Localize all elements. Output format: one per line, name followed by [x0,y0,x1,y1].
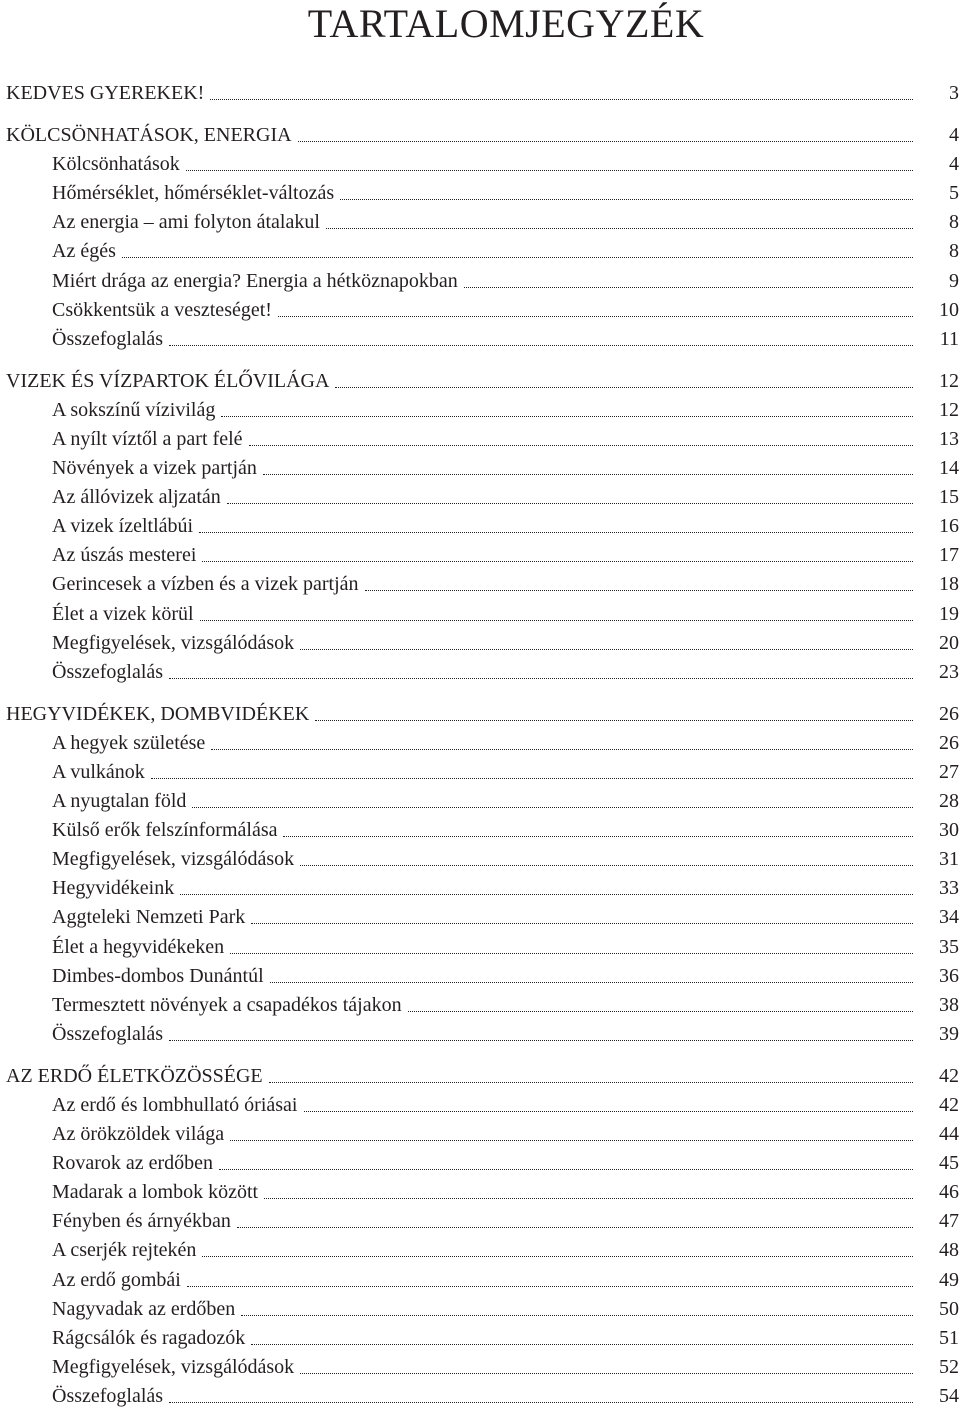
toc-entry-label: Megfigyelések, vizsgálódások [52,1356,295,1378]
dot-leader [269,1082,913,1083]
toc-entry-label: Gerincesek a vízben és a vizek partján [52,573,359,595]
toc-page-number: 5 [949,182,959,204]
toc-entry-label: Az örökzöldek világa [52,1123,225,1145]
toc-section-entry[interactable] [6,1060,960,1089]
toc-page-number: 8 [949,211,959,233]
dot-leader [300,865,913,866]
toc-entry-label: Aggteleki Nemzeti Park [52,906,246,928]
dot-leader [251,923,913,924]
toc-page-number: 17 [939,544,959,566]
page-title: TARTALOMJEGYZÉK [307,1,705,46]
toc-page-number: 49 [939,1269,959,1291]
toc-entry-label: Összefoglalás [52,661,164,683]
toc-entry[interactable] [52,1147,960,1176]
toc-page-number: 11 [939,328,959,350]
toc-entry[interactable] [52,843,960,872]
toc-entry[interactable] [52,452,960,481]
toc-entry-label: Dimbes-dombos Dunántúl [52,965,264,987]
toc-entry-label: Az erdő és lombhullató óriásai [52,1094,298,1116]
dot-leader [199,532,913,533]
toc-page-number: 9 [949,270,959,292]
dot-leader [219,1169,913,1170]
toc-page-number: 4 [949,124,959,146]
toc-entry-label: A cserjék rejtekén [52,1239,197,1261]
toc-page-number: 48 [939,1239,959,1261]
dot-leader [408,1011,913,1012]
toc-entry-label: Megfigyelések, vizsgálódások [52,632,295,654]
dot-leader [200,620,913,621]
toc-entry[interactable] [52,568,960,597]
dot-leader [210,99,913,100]
toc-entry-label: Megfigyelések, vizsgálódások [52,848,295,870]
dot-leader [315,720,913,721]
toc-entry[interactable] [52,814,960,843]
toc-entry[interactable] [52,1176,960,1205]
toc-page-number: 30 [939,819,959,841]
toc-entry[interactable] [52,598,960,627]
toc-entry[interactable] [52,1089,960,1118]
toc-entry-label: Hőmérséklet, hőmérséklet-változás [52,182,335,204]
toc-entry[interactable] [52,627,960,656]
toc-entry[interactable] [52,423,960,452]
toc-entry-label: Csökkentsük a veszteséget! [52,299,272,321]
toc-page-number: 19 [939,603,959,625]
toc-page-number: 44 [939,1123,959,1145]
toc-entry[interactable] [52,756,960,785]
toc-entry[interactable] [52,727,960,756]
toc-page-number: 23 [939,661,959,683]
toc-entry[interactable] [52,539,960,568]
dot-leader [187,1286,913,1287]
toc-entry-label: A nyugtalan föld [52,790,187,812]
toc-entry[interactable] [52,1205,960,1234]
toc-entry[interactable] [52,1234,960,1263]
toc-entry-label: KÖLCSÖNHATÁSOK, ENERGIA [6,124,292,146]
toc-page-number: 35 [939,936,959,958]
dot-leader [227,503,913,504]
dot-leader [283,836,913,837]
dot-leader [230,1140,913,1141]
toc-entry-label: Külső erők felszínformálása [52,819,278,841]
toc-entry[interactable] [52,901,960,930]
dot-leader [251,1344,913,1345]
toc-entry-label: Rágcsálók és ragadozók [52,1327,246,1349]
dot-leader [300,1373,913,1374]
dot-leader [221,416,913,417]
toc-entry-label: A sokszínű vízivilág [52,399,216,421]
dot-leader [340,199,913,200]
toc-entry-label: Összefoglalás [52,1385,164,1407]
toc-page-number: 16 [939,515,959,537]
toc-entry-label: Élet a hegyvidékeken [52,936,225,958]
toc-entry-label: Fényben és árnyékban [52,1210,231,1232]
toc-entry[interactable] [52,989,960,1018]
dot-leader [202,561,913,562]
toc-page-number: 12 [939,399,959,421]
toc-entry-label: Hegyvidékeink [52,877,175,899]
toc-page-number: 52 [939,1356,959,1378]
dot-leader [300,649,913,650]
dot-leader [249,445,914,446]
toc-page-number: 31 [939,848,959,870]
toc-page-number: 26 [939,703,959,725]
toc-entry-label: Miért drága az energia? Energia a hétköznapokban [52,270,458,292]
toc-page-number: 42 [939,1065,959,1087]
toc-page-number: 12 [939,370,959,392]
toc-entry[interactable] [52,872,960,901]
toc-entry[interactable] [52,785,960,814]
toc-page-number: 18 [939,573,959,595]
dot-leader [298,141,913,142]
dot-leader [169,1040,913,1041]
dot-leader [237,1227,913,1228]
toc-page-number: 36 [939,965,959,987]
toc-entry[interactable] [52,265,960,294]
dot-leader [270,982,913,983]
toc-entry[interactable] [52,931,960,960]
toc-page-number: 42 [939,1094,959,1116]
toc-entry-label: HEGYVIDÉKEK, DOMBVIDÉKEK [6,703,310,725]
toc-entry-label: Termesztett növények a csapadékos tájakon [52,994,402,1016]
toc-page-number: 34 [939,906,959,928]
toc-entry-label: Az energia – ami folyton átalakul [52,211,320,233]
toc-entry[interactable] [52,1264,960,1293]
toc-section-entry[interactable] [6,698,960,727]
toc-entry-label: Az égés [52,240,116,262]
toc-page-number: 10 [939,299,959,321]
toc-page-number: 51 [939,1327,959,1349]
dot-leader [304,1111,914,1112]
toc-entry[interactable] [52,235,960,264]
toc-entry-label: A vizek ízeltlábúi [52,515,194,537]
dot-leader [241,1315,913,1316]
toc-page-number: 46 [939,1181,959,1203]
toc-page-number: 3 [949,82,959,104]
dot-leader [263,474,913,475]
toc-page-number: 54 [939,1385,959,1407]
toc-page-number: 8 [949,240,959,262]
toc-entry-label: A vulkánok [52,761,145,783]
dot-leader [264,1198,913,1199]
dot-leader [365,590,913,591]
toc-page-number: 39 [939,1023,959,1045]
toc-entry-label: Az úszás mesterei [52,544,197,566]
toc-page-number: 15 [939,486,959,508]
toc-entry[interactable] [52,177,960,206]
toc-entry-label: Az állóvizek aljzatán [52,486,221,508]
toc-entry-label: Összefoglalás [52,328,164,350]
toc-entry[interactable] [52,1118,960,1147]
dot-leader [211,749,913,750]
dot-leader [278,316,913,317]
toc-entry-label: Madarak a lombok között [52,1181,259,1203]
toc-page-number: 14 [939,457,959,479]
dot-leader [335,387,913,388]
toc-section-entry[interactable] [6,365,960,394]
toc-entry-label: Kölcsönhatások [52,153,180,175]
toc-page-number: 13 [939,428,959,450]
toc-entry-label: A hegyek születése [52,732,206,754]
toc-section-entry[interactable] [6,119,960,148]
toc-page-number: 27 [939,761,959,783]
toc-page-number: 50 [939,1298,959,1320]
dot-leader [169,345,913,346]
toc-entry-label: KEDVES GYEREKEK! [6,82,205,104]
toc-page-number: 45 [939,1152,959,1174]
toc-entry[interactable] [52,1018,960,1047]
toc-page-number: 47 [939,1210,959,1232]
toc-entry[interactable] [52,1380,960,1409]
dot-leader [202,1256,913,1257]
toc-entry[interactable] [52,294,960,323]
toc-entry[interactable] [52,960,960,989]
toc-page-number: 26 [939,732,959,754]
toc-page-number: 4 [949,153,959,175]
toc-entry-label: AZ ERDŐ ÉLETKÖZÖSSÉGE [6,1065,263,1087]
toc-entry[interactable] [52,323,960,352]
toc-page-number: 28 [939,790,959,812]
toc-entry[interactable] [52,1351,960,1380]
toc-page-number: 20 [939,632,959,654]
dot-leader [230,953,913,954]
dot-leader [180,894,913,895]
dot-leader [122,257,913,258]
dot-leader [464,287,913,288]
dot-leader [169,678,913,679]
toc-entry-label: Rovarok az erdőben [52,1152,214,1174]
toc-entry[interactable] [52,656,960,685]
toc-entry[interactable] [52,510,960,539]
dot-leader [169,1402,913,1403]
toc-entry[interactable] [52,1293,960,1322]
toc-entry-label: Nagyvadak az erdőben [52,1298,236,1320]
toc-entry-label: A nyílt víztől a part felé [52,428,243,450]
toc-section-entry[interactable] [6,77,960,106]
toc-entry[interactable] [52,148,960,177]
dot-leader [326,228,913,229]
toc-entry[interactable] [52,206,960,235]
toc-entry[interactable] [52,481,960,510]
toc-page-number: 38 [939,994,959,1016]
toc-entry-label: VIZEK ÉS VÍZPARTOK ÉLŐVILÁGA [6,370,330,392]
toc-entry[interactable] [52,394,960,423]
dot-leader [151,778,913,779]
toc-entry-label: Az erdő gombái [52,1269,181,1291]
dot-leader [192,807,913,808]
toc-entry[interactable] [52,1322,960,1351]
toc-entry-label: Növények a vizek partján [52,457,257,479]
toc-page-number: 33 [939,877,959,899]
toc-entry-label: Élet a vizek körül [52,603,194,625]
toc-entry-label: Összefoglalás [52,1023,164,1045]
dot-leader [186,170,913,171]
